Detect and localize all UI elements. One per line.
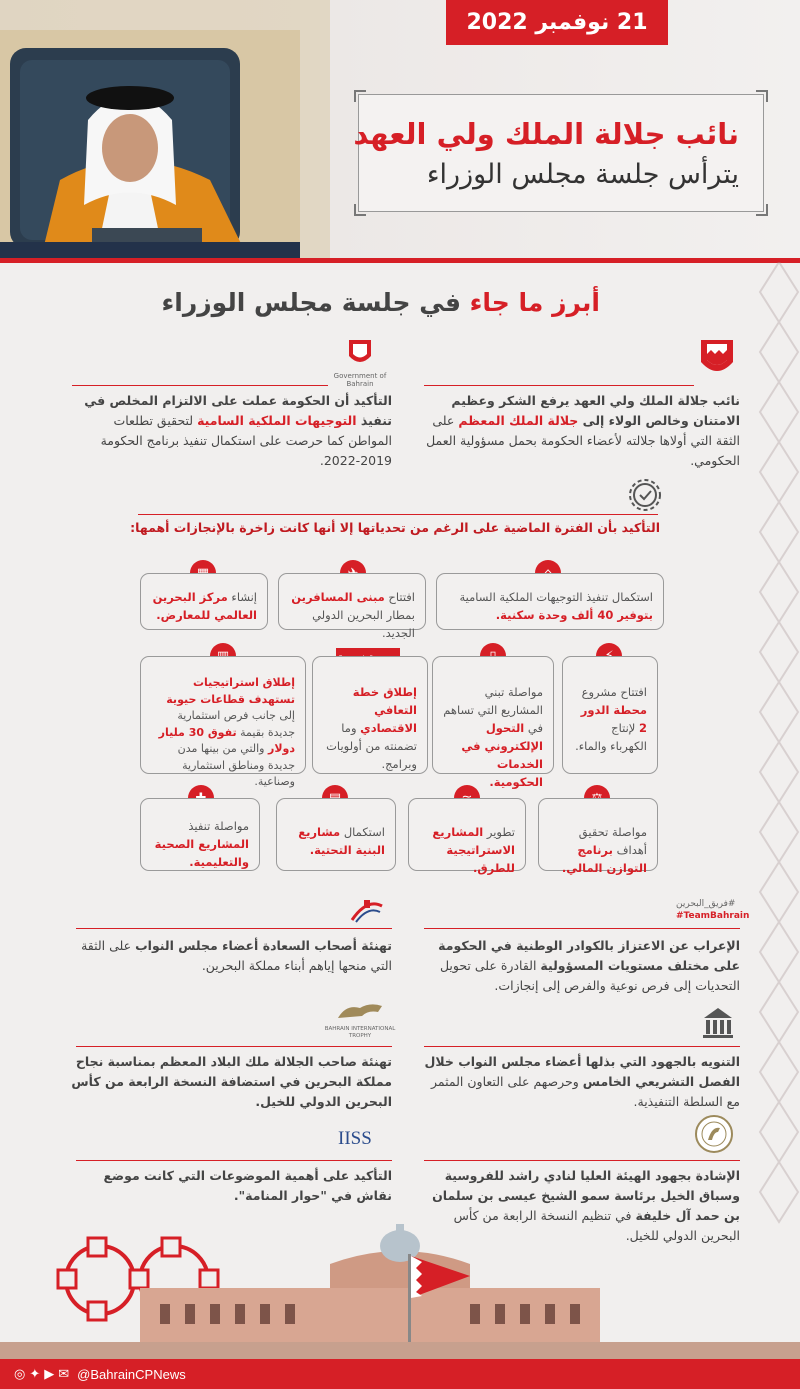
section-divider [76, 1160, 392, 1161]
card-health-education: مواصلة تنفيذ المشاريع الصحية والتعليمية. [140, 798, 260, 871]
achievements-heading: التأكيد بأن الفترة الماضية على الرغم من تحدياتها إلا أنها كانت زاخرة بالإنجازات أهمها: [130, 520, 660, 535]
section-divider [76, 1046, 392, 1047]
card-economic-recovery: إطلاق خطة التعافي الاقتصادي وما تضمنته من أولويات وبرامج. [312, 656, 428, 774]
section-divider [424, 1046, 740, 1047]
section-divider [76, 928, 392, 929]
card-al-dur-plant: افتتاح مشروع محطة الدور 2 لإنتاج الكهرباء والماء. [562, 656, 658, 774]
crown-prince-photo [0, 30, 300, 262]
card-digital-transformation: مواصلة تبني المشاريع التي تساهم في التحول الإلكتروني في الخدمات الحكومية. [432, 656, 554, 774]
section-divider [138, 514, 658, 515]
card-infrastructure: استكمال مشاريع البنية التحتية. [276, 798, 396, 871]
main-heading [162, 288, 600, 317]
bahrain-international-trophy-logo: BAHRAIN INTERNATIONAL TROPHY [320, 1000, 400, 1040]
statement-congratulate-mps: تهنئة أصحاب السعادة أعضاء مجلس النواب على الثقة التي منحها إياهم أبناء مملكة البحرين. [81, 938, 392, 973]
horse-icon [334, 1000, 386, 1022]
card-strategies: إطلاق استراتيجيات تستهدف قطاعات حيوية إلى جانب فرص استثمارية جديدة بقيمة تفوق 30 مليار دولار والتي من بينها مدن جديدة ومناطق استثمارية وصناعية. [140, 656, 306, 774]
header-divider [0, 258, 800, 263]
bahrain-shield-icon [347, 338, 373, 368]
card-fiscal-balance: مواصلة تحقيق أهداف برنامج التوازن المالي. [538, 798, 658, 871]
main-heading-rest: في جلسة مجلس الوزراء [161, 288, 470, 317]
gear-check-icon [628, 478, 662, 512]
statement-rashid-club: الإشادة بجهود الهيئة العليا لنادي راشد للفروسية وسباق الخيل برئاسة سمو الشيخ عيسى بن سلمان بن حمد آل خليفة في تنظيم النسخة الرابعة من كأس البحرين الدولي للخيل. [432, 1168, 740, 1243]
main-heading-highlight: أبرز ما جاء [469, 288, 600, 317]
statement-manama-dialogue: التأكيد على أهمية الموضوعات التي كانت موضع نقاش في "حوار المنامة". [103, 1168, 392, 1203]
footer-handle[interactable]: @BahrainCPNews [77, 1366, 186, 1382]
card-housing-units: استكمال تنفيذ التوجيهات الملكية السامية بتوفير 40 ألف وحدة سكنية. [436, 573, 664, 630]
card-roads: تطوير المشاريع الاستراتيجية للطرق. [408, 798, 526, 871]
email-icon[interactable]: ✉ [58, 1366, 70, 1382]
statement-national-cadres: الإعراب عن الاعتزاز بالكوادر الوطنية في الحكومة على مختلف مستويات المسؤولية القادرة على تحويل التحديات إلى فرص نوعية والفرص إلى إنجازات. [438, 938, 740, 993]
statement-gratitude: نائب جلالة الملك ولي العهد يرفع الشكر وعظيم الامتنان وخالص الولاء إلى جلالة الملك المعظم على الثقة التي أولاها جلالته لأعضاء الحكومة بحمل مسؤولية العمل الحكومي. [426, 393, 740, 468]
parliament-logo-icon [350, 896, 384, 924]
card-airport-terminal: افتتاح مبنى المسافرين بمطار البحرين الدولي الجديد. [278, 573, 426, 630]
section-divider [424, 385, 694, 386]
rashid-equestrian-club-logo-icon [694, 1114, 734, 1154]
section-divider [72, 385, 328, 386]
section-divider [424, 1160, 740, 1161]
twitter-icon[interactable]: ✦ [29, 1366, 41, 1382]
bahrain-emblem-icon [697, 336, 737, 380]
iiss-logo: IISS [338, 1128, 372, 1149]
title-box [353, 94, 764, 212]
team-bahrain-logo: #فريق_البحرين #TeamBahrain [676, 899, 750, 921]
title-line-1: نائب جلالة الملك ولي العهد [353, 117, 739, 151]
statement-congratulate-king: تهنئة صاحب الجلالة ملك البلاد المعظم بمناسبة نجاح مملكة البحرين في استضافة النسخة الرابعة من كأس البحرين الدولي للخيل. [71, 1054, 392, 1109]
card-exhibition-center: إنشاء مركز البحرين العالمي للمعارض. [140, 573, 268, 630]
youtube-icon[interactable]: ▶ [44, 1366, 55, 1382]
date-badge: 21 نوفمبر 2022 [446, 0, 668, 45]
parliament-building-icon [700, 1004, 736, 1040]
government-of-bahrain-logo: Government of Bahrain [325, 338, 395, 388]
statement-royal-directives: التأكيد أن الحكومة عملت على الالتزام المخلص في تنفيذ التوجيهات الملكية السامية لتحقيق تطلعات المواطن كما حرصت على استكمال تنفيذ برنامج الحكومة 2019-2022. [84, 393, 392, 468]
statement-parliament-efforts: التنويه بالجهود التي بذلها أعضاء مجلس النواب خلال الفصل التشريعي الخامس وحرصهم على التعاون المثمر مع السلطة التنفيذية. [424, 1054, 740, 1109]
footer-bar [0, 1359, 800, 1389]
header-banner [0, 0, 800, 262]
instagram-icon[interactable]: ◎ [14, 1366, 26, 1382]
section-divider [424, 928, 740, 929]
gudaibiya-palace-illustration [0, 1218, 800, 1360]
side-decorative-pattern [758, 262, 800, 1342]
title-line-2: يترأس جلسة مجلس الوزراء [426, 159, 739, 190]
